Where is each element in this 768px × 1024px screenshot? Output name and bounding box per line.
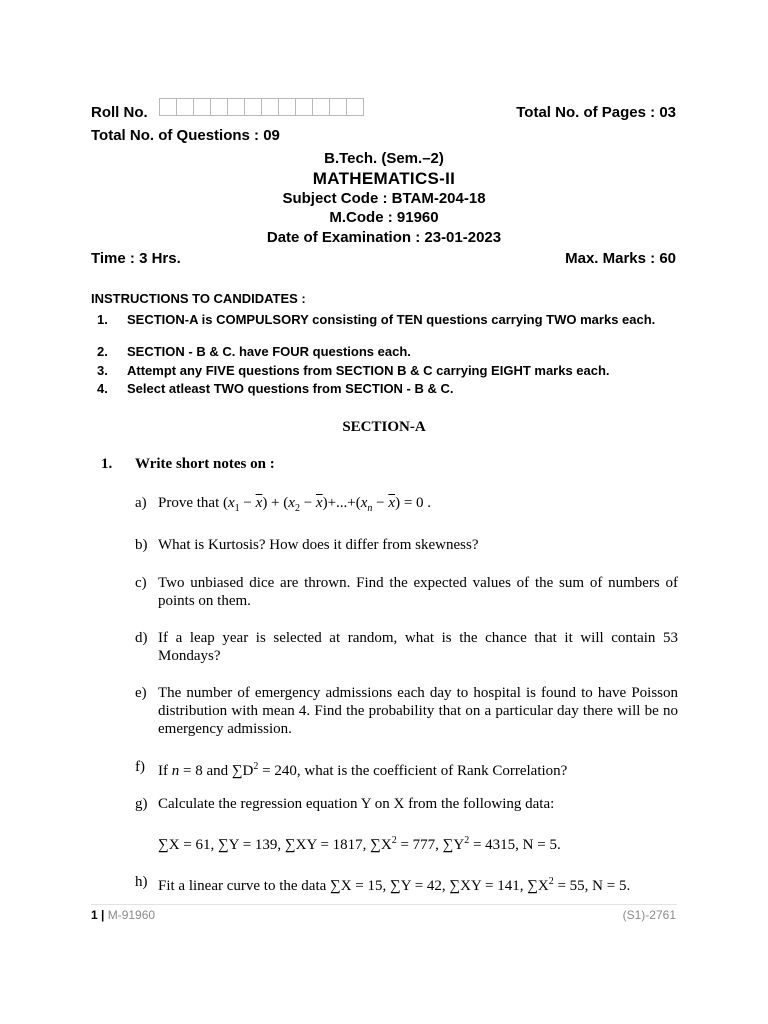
part-label: a) [135,495,147,511]
course-name: B.Tech. (Sem.–2) [324,150,444,167]
instruction-item [91,363,677,378]
text-fragment: = 55, N = 5. [553,878,631,894]
exam-date: Date of Examination : 23-01-2023 [266,229,502,246]
question-part-e [135,684,678,738]
part-label: c) [135,575,147,591]
roll-number-box [159,98,177,116]
question-part-h [135,873,678,895]
part-label: f) [135,759,145,775]
question-heading: Write short notes on : [135,456,275,472]
roll-number-box [210,98,228,116]
footer-page-info [91,908,155,922]
instruction-item [91,344,677,359]
roll-number-box [244,98,262,116]
question-part-a [135,494,678,518]
instructions-title: INSTRUCTIONS TO CANDIDATES : [91,291,306,306]
question-part-f [135,758,678,780]
roll-number-box [278,98,296,116]
instruction-number: 2. [97,344,108,359]
superscript: 2 [464,835,470,846]
regression-data [158,832,678,854]
part-text [158,494,678,518]
instruction-text: SECTION-A is COMPULSORY consisting of TEN questions carrying TWO marks each. [127,312,656,327]
part-label: g) [135,796,148,812]
roll-number-box [227,98,245,116]
instruction-text: Attempt any FIVE questions from SECTION B & C carrying EIGHT marks each. [127,363,610,378]
roll-number-box [312,98,330,116]
part-text [158,758,678,780]
variable-n: n [171,763,180,779]
section-a-heading: SECTION-A [342,419,426,435]
question-part-g [135,795,678,854]
superscript: 2 [391,835,397,846]
question-number: 1. [101,456,113,472]
part-text: If a leap year is selected at random, what is the chance that it will contain 53 Mondays? [158,630,678,664]
footer-code: M-91960 [107,908,156,922]
part-lead-text: Prove that [158,495,223,511]
text-fragment: If [158,763,172,779]
roll-number-box [193,98,211,116]
text-fragment: = 4315, N = 5. [469,837,561,853]
text-fragment: = 777, ∑Y [396,837,465,853]
roll-number-box [346,98,364,116]
instruction-text: SECTION - B & C. have FOUR questions each. [127,344,411,359]
part-text [158,873,678,895]
roll-number-label: Roll No. [91,104,148,121]
text-fragment: ∑X = 61, ∑Y = 139, ∑XY = 1817, ∑X [158,837,392,853]
footer-divider [91,904,677,905]
part-label: e) [135,685,147,701]
page-separator: | [97,908,108,922]
question-part-c [135,574,678,610]
deviation-sum-formula: $(x_1 - \overline{x}) + (x_2 - \overline{x})+...+(x_n - \overline{x})$ [223,495,401,514]
instruction-number: 3. [97,363,108,378]
roll-number-box [261,98,279,116]
text-fragment: = 8 and ∑D [179,763,254,779]
m-code: M.Code : 91960 [329,209,439,226]
text-fragment: = 240, what is the coefficient of Rank Correlation? [258,763,568,779]
total-pages: Total No. of Pages : 03 [516,104,676,121]
roll-number-box [329,98,347,116]
text-fragment: Fit a linear curve to the data ∑X = 15, ∑Y = 42, ∑XY = 141, ∑X [158,878,549,894]
superscript: 2 [548,876,554,887]
part-text: What is Kurtosis? How does it differ from skewness? [158,537,479,553]
part-text: The number of emergency admissions each day to hospital is found to have Poisson distribution with mean 4. Find the probability that on a particular day there will be no emergency admission. [158,685,678,737]
exam-time: Time : 3 Hrs. [91,250,181,267]
footer-reference: (S1)-2761 [622,908,676,922]
roll-number-boxes [159,98,363,116]
part-text: Two unbiased dice are thrown. Find the expected values of the sum of numbers of points on them. [158,575,678,609]
instruction-text: Select atleast TWO questions from SECTION - B & C. [127,381,454,396]
part-text: Calculate the regression equation Y on X from the following data: [158,796,555,812]
question-part-b [135,536,678,554]
instruction-item [91,381,677,396]
subject-code: Subject Code : BTAM-204-18 [282,190,486,207]
part-label: d) [135,630,148,646]
question-part-d [135,629,678,665]
part-label: b) [135,537,148,553]
superscript: 2 [253,761,259,772]
page-number: 1 [91,908,98,922]
max-marks: Max. Marks : 60 [565,250,676,267]
roll-number-box [176,98,194,116]
instruction-item [91,312,677,327]
part-label: h) [135,874,148,890]
total-questions: Total No. of Questions : 09 [91,127,280,144]
roll-number-box [295,98,313,116]
instruction-number: 1. [97,312,108,327]
formula-tail: = 0 . [400,495,432,511]
instruction-number: 4. [97,381,108,396]
subject-title: MATHEMATICS-II [312,169,456,188]
